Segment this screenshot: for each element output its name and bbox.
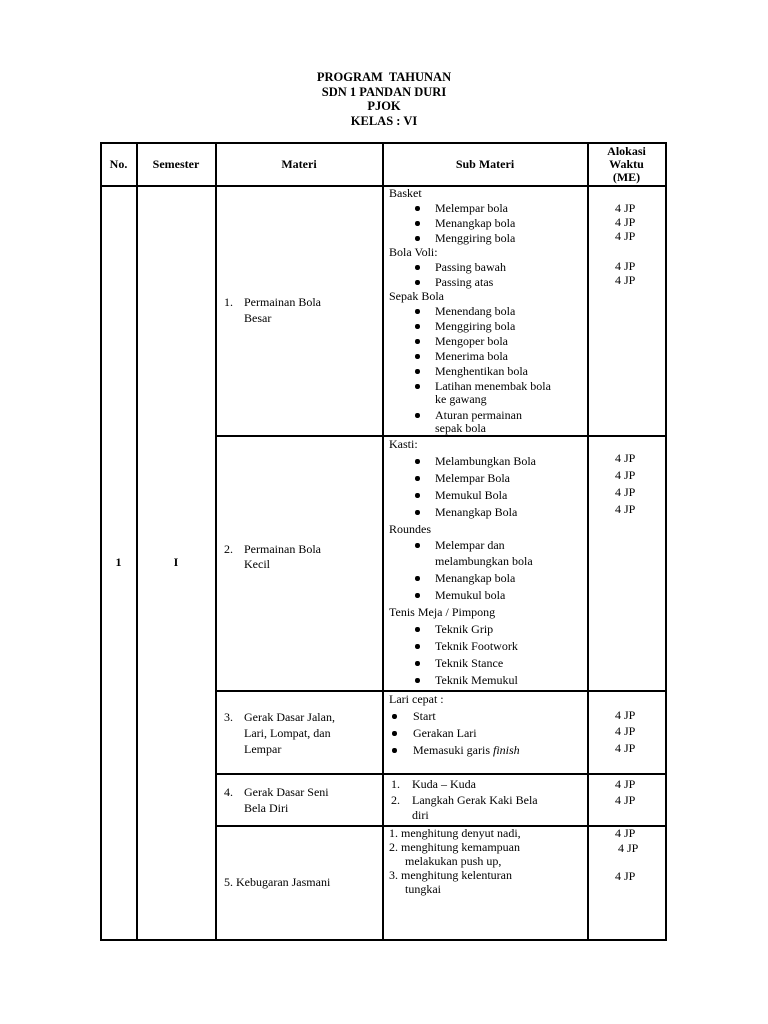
list-number: 2. [391, 793, 400, 807]
title-line-3: PJOK [367, 99, 401, 113]
materi-1-number: 1. [224, 295, 233, 309]
col-header-no: No. [109, 156, 128, 171]
alokasi-value: 4 JP [615, 502, 636, 516]
materi-3-number: 3. [224, 710, 233, 724]
list-item: Menghentikan bola [435, 364, 528, 378]
sub-heading-roundes: Roundes [389, 522, 431, 536]
list-item: Start [413, 709, 436, 723]
list-item: Kuda – Kuda [412, 777, 476, 791]
materi-4-line-1: Gerak Dasar Seni [244, 785, 329, 799]
sub-heading-tenis-meja: Tenis Meja / Pimpong [389, 605, 496, 619]
list-item: Passing atas [435, 275, 494, 289]
row-semester: I [173, 555, 179, 569]
col-line-no [136, 142, 138, 940]
alokasi-line-2: Waktu [609, 156, 644, 171]
list-item: Aturan permainan [435, 408, 522, 422]
list-item: Passing bawah [435, 260, 506, 274]
list-item [413, 743, 520, 758]
list-item-continuation: melakukan push up, [405, 854, 502, 868]
sub-materi-2 [389, 436, 585, 690]
list-item: Teknik Stance [435, 656, 504, 670]
list-item: Melempar dan [435, 538, 505, 552]
materi-3-line-3: Lempar [244, 742, 282, 756]
bullet-icon [415, 206, 420, 211]
alokasi-value: 4 JP [615, 708, 636, 722]
list-item: Melempar bola [435, 201, 508, 215]
list-item: Melambungkan Bola [435, 454, 536, 468]
list-item-continuation: ke gawang [435, 392, 487, 406]
bullet-icon [415, 543, 420, 548]
sub-heading-lari-cepat: Lari cepat : [389, 692, 444, 706]
sub-heading-basket: Basket [389, 186, 422, 200]
materi-2-line-1: Permainan Bola [244, 542, 321, 556]
list-item-italic: finish [493, 743, 520, 757]
bullet-icon [415, 324, 420, 329]
col-header-materi: Materi [281, 156, 317, 171]
alokasi-line-3: (ME) [612, 169, 641, 184]
bullet-icon [415, 493, 420, 498]
list-item: Menggiring bola [435, 319, 516, 333]
list-number: 1. [391, 777, 400, 791]
materi-1-line-2: Besar [244, 311, 272, 325]
col-header-alokasi [588, 143, 665, 185]
bullet-icon [415, 265, 420, 270]
bullet-icon [415, 593, 420, 598]
alokasi-value: 4 JP [615, 273, 636, 287]
bullet-icon [415, 678, 420, 683]
list-item-continuation: tungkai [405, 882, 441, 896]
materi-2-number: 2. [224, 542, 233, 556]
materi-5: 5. Kebugaran Jasmani [224, 875, 331, 889]
list-item-text: Memasuki garis [413, 743, 493, 757]
table-border-bottom [100, 939, 667, 941]
alokasi-value: 4 JP [615, 869, 636, 883]
bullet-icon [415, 413, 420, 418]
list-item: Memukul Bola [435, 488, 508, 502]
list-item: 1. menghitung denyut nadi, [389, 826, 521, 840]
bullet-icon [415, 339, 420, 344]
bullet-icon [415, 459, 420, 464]
bullet-icon [392, 748, 397, 753]
col-line-left [100, 142, 102, 940]
col-header-semester: Semester [152, 156, 200, 171]
list-item-continuation: diri [412, 808, 429, 822]
alokasi-line-1: Alokasi [607, 143, 646, 158]
bullet-icon [415, 510, 420, 515]
alokasi-value: 4 JP [618, 841, 639, 855]
materi-2-line-2: Kecil [244, 557, 270, 571]
bullet-icon [415, 221, 420, 226]
bullet-icon [415, 369, 420, 374]
bullet-icon [415, 354, 420, 359]
alokasi-value: 4 JP [615, 741, 636, 755]
list-item: Menangkap Bola [435, 505, 518, 519]
list-item: Teknik Grip [435, 622, 494, 636]
bullet-icon [415, 644, 420, 649]
sub-materi-1 [389, 185, 585, 435]
bullet-icon [415, 236, 420, 241]
col-line-right [665, 142, 667, 940]
list-item: Menendang bola [435, 304, 516, 318]
alokasi-value: 4 JP [615, 201, 636, 215]
bullet-icon [415, 280, 420, 285]
bullet-icon [392, 731, 397, 736]
list-item: Mengoper bola [435, 334, 508, 348]
list-item: Gerakan Lari [413, 726, 477, 740]
list-item: Menangkap bola [435, 571, 516, 585]
alokasi-value: 4 JP [615, 826, 636, 840]
list-item: 3. menghitung kelenturan [389, 868, 512, 882]
alokasi-value: 4 JP [615, 777, 636, 791]
sub-heading-sepak-bola: Sepak Bola [389, 289, 444, 303]
alokasi-value: 4 JP [615, 229, 636, 243]
list-item: Latihan menembak bola [435, 379, 551, 393]
list-item: Teknik Footwork [435, 639, 518, 653]
sub-materi-5 [389, 826, 585, 938]
list-item: 2. menghitung kemampuan [389, 840, 520, 854]
list-item-continuation: sepak bola [435, 421, 486, 435]
title-line-1: PROGRAM TAHUNAN [316, 70, 452, 84]
alokasi-value: 4 JP [615, 724, 636, 738]
materi-4-number: 4. [224, 785, 233, 799]
list-item: Teknik Memukul [435, 673, 518, 687]
list-item: Menggiring bola [435, 231, 516, 245]
bullet-icon [392, 714, 397, 719]
sub-heading-kasti: Kasti: [389, 437, 418, 451]
bullet-icon [415, 627, 420, 632]
col-line-sub [587, 142, 589, 940]
alokasi-value: 4 JP [615, 451, 636, 465]
bullet-icon [415, 476, 420, 481]
col-line-materi [382, 142, 384, 940]
materi-3-line-1: Gerak Dasar Jalan, [244, 710, 335, 724]
bullet-icon [415, 309, 420, 314]
list-item: Menerima bola [435, 349, 508, 363]
col-line-semester [215, 142, 217, 940]
alokasi-value: 4 JP [615, 215, 636, 229]
alokasi-value: 4 JP [615, 793, 636, 807]
materi-3-line-2: Lari, Lompat, dan [244, 726, 331, 740]
materi-4-line-2: Bela Diri [244, 801, 289, 815]
bullet-icon [415, 384, 420, 389]
row-number: 1 [115, 555, 122, 569]
list-item: Langkah Gerak Kaki Bela [412, 793, 538, 807]
list-item: Memukul bola [435, 588, 506, 602]
title-line-4: KELAS : VI [350, 113, 418, 128]
sub-materi-3 [389, 691, 585, 773]
bullet-icon [415, 576, 420, 581]
title-line-2: SDN 1 PANDAN DURI [321, 84, 447, 99]
alokasi-value: 4 JP [615, 485, 636, 499]
bullet-icon [415, 661, 420, 666]
list-item: Melempar Bola [435, 471, 510, 485]
col-header-sub-materi: Sub Materi [455, 156, 515, 171]
list-item: Menangkap bola [435, 216, 516, 230]
materi-1-line-1: Permainan Bola [244, 295, 321, 309]
alokasi-value: 4 JP [615, 259, 636, 273]
sub-materi-4 [389, 774, 585, 825]
alokasi-value: 4 JP [615, 468, 636, 482]
sub-heading-voli: Bola Voli: [389, 245, 438, 259]
list-item-continuation: melambungkan bola [435, 554, 533, 568]
